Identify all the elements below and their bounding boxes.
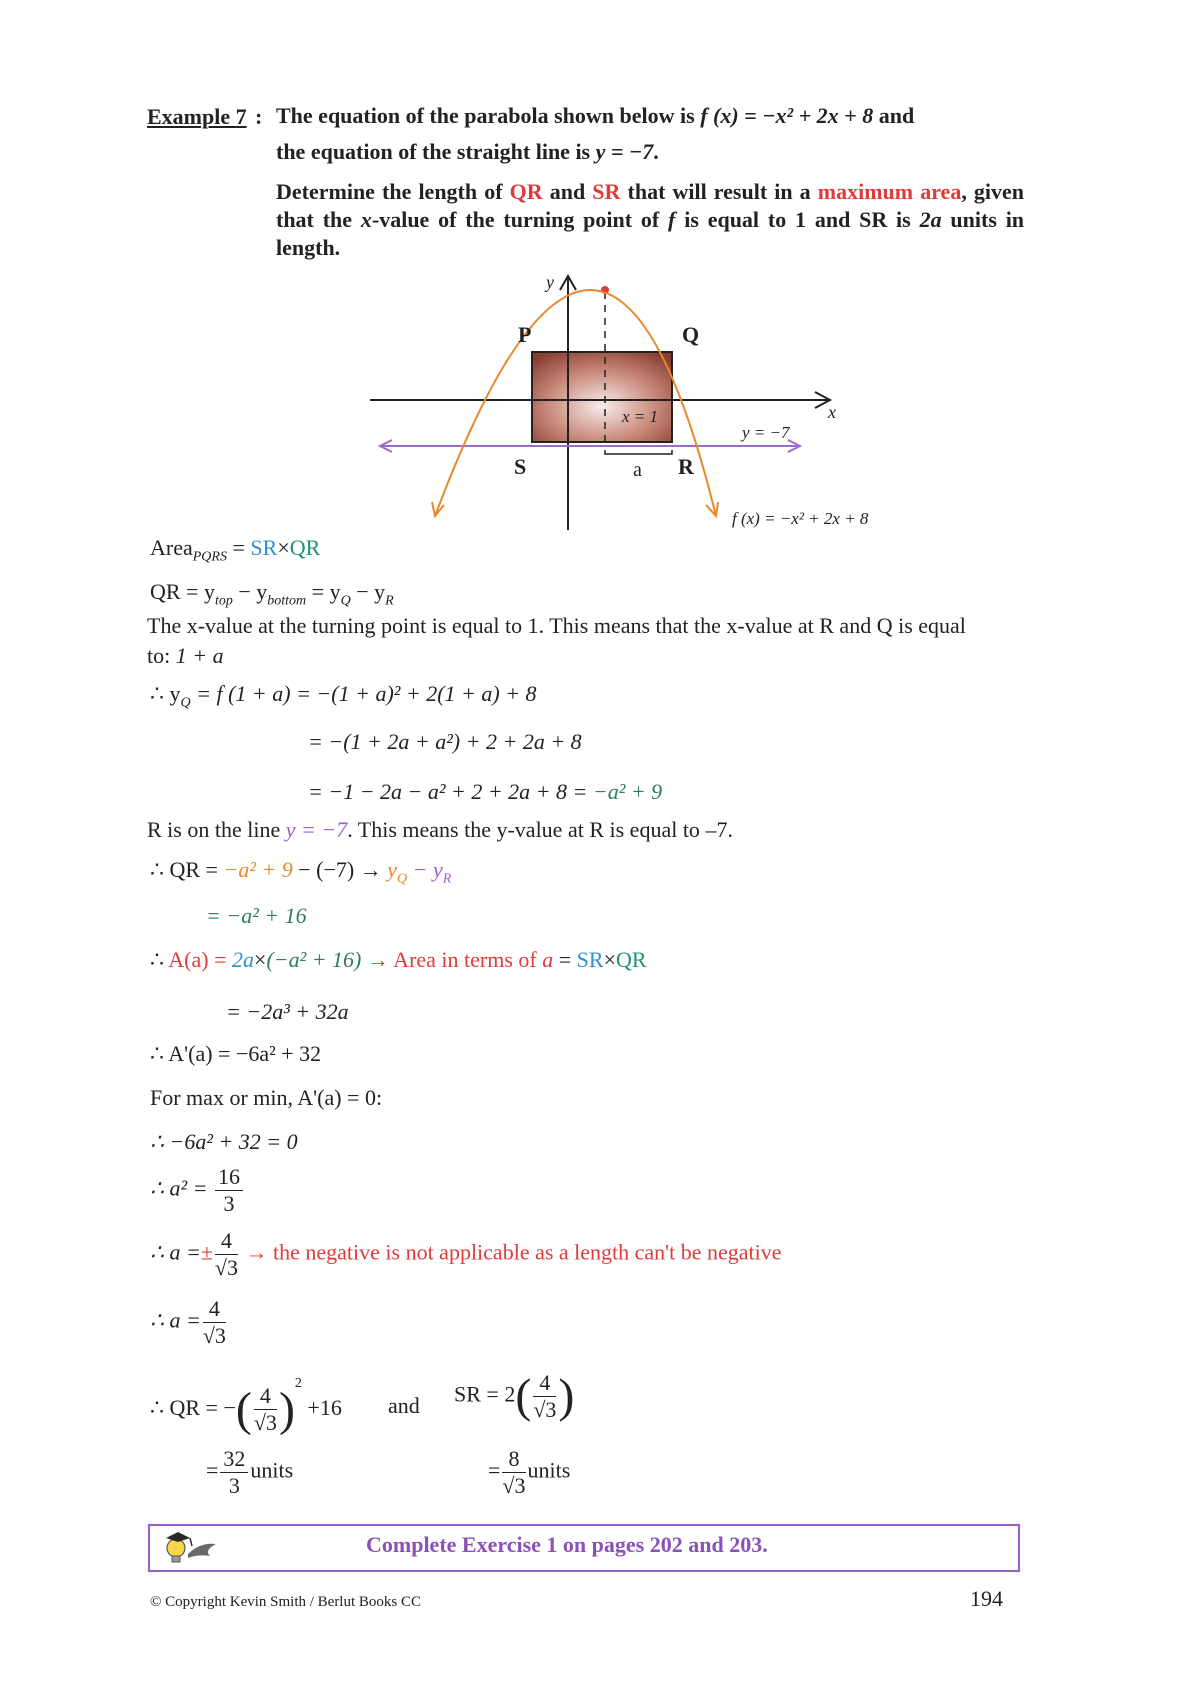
turning-point-text: The x-value at the turning point is equal to 1. This means that the x-value at R and Q is equal <box>147 613 966 638</box>
yq-line-2: = −(1 + 2a + a²) + 2 + 2a + 8 <box>308 729 582 754</box>
x-axis-label: x <box>828 402 836 422</box>
qr-result: = $\frac{32}{3}$ units <box>206 1446 294 1498</box>
label-q: Q <box>682 322 700 347</box>
area-formula: Area$_{PQRS}$ = SR×QR <box>150 535 321 565</box>
label-y-minus-7: y = −7 <box>742 423 790 442</box>
page-number: 194 <box>970 1586 1003 1611</box>
and-word: and <box>388 1393 420 1418</box>
qr-line-2: = −a² + 16 <box>206 903 307 928</box>
label-a: a <box>633 459 642 481</box>
exercise-instruction: Complete Exercise 1 on pages 202 and 203. <box>366 1532 768 1557</box>
label-s: S <box>514 454 527 479</box>
qr-final-line: ∴ QR = −( $\frac{4}{√3}$ )$^2$ +16 <box>150 1376 342 1436</box>
example-colon: : <box>255 104 263 129</box>
a-plus-minus-line: ∴ a =± $\frac{4}{√3}$ → the negative is not applicable as a length can't be negative <box>150 1228 782 1280</box>
sr-result: = $\frac{8}{√3}$ units <box>488 1446 571 1498</box>
r-on-line-text: R is on the line y = −7. This means the y-value at R is equal to –7. <box>147 817 733 842</box>
sr-final-line: SR = 2( $\frac{4}{√3}$ ) <box>454 1369 575 1423</box>
label-r: R <box>678 454 694 479</box>
qr-line-1: ∴ QR = $-a^2 + 9 - (-7) \to y_Q - y_R$ <box>150 857 452 887</box>
y-axis-label: y <box>546 272 554 292</box>
derivative-zero-line: ∴ −6a² + 32 = 0 <box>150 1129 298 1154</box>
yq-line-1: ∴ $y_Q = f$ (1 + a) = −(1 + a)² + 2(1 + a) + 8 <box>150 681 537 711</box>
area-expanded: = −2a³ + 32a <box>226 999 349 1024</box>
a-squared-line: ∴ a² = $\frac{16}{3}$ <box>150 1164 245 1217</box>
max-min-line: For max or min, A'(a) = 0: <box>150 1085 383 1110</box>
qr-final-fraction: $\frac{4}{√3}$ <box>253 1383 277 1436</box>
parabola-diagram <box>360 268 940 538</box>
problem-statement: Determine the length of QR and SR that will result in a maximum area, given that the x-value of the turning point of f is equal to 1 and SR is 2a units in length. <box>276 179 1025 260</box>
a-squared-fraction: $\frac{16}{3}$ <box>215 1164 243 1217</box>
length-a-bracket <box>605 450 672 454</box>
a-value-fraction: $\frac{4}{√3}$ <box>202 1296 226 1348</box>
example-label: Example 7 <box>147 104 247 129</box>
function-label: f (x) = −x² + 2x + 8 <box>732 509 869 528</box>
derivative-line: ∴ A'(a) = −6a² + 32 <box>150 1041 322 1066</box>
a-value-line: ∴ a = $\frac{4}{√3}$ <box>150 1296 226 1348</box>
yq-line-3: = −1 − 2a − a² + 2 + 2a + 8 = −a² + 9 <box>308 779 663 804</box>
sr-result-fraction: $\frac{8}{√3}$ <box>502 1446 526 1498</box>
qr-definition: QR = $y_{top} - y_{bottom} = y_Q - y_R$ <box>150 579 394 609</box>
problem-line-1: The equation of the parabola shown below is f (x) = −x² + 2x + 8 and <box>276 103 915 128</box>
graduate-bulb-icon <box>160 1528 218 1568</box>
qr-result-fraction: $\frac{32}{3}$ <box>220 1446 248 1499</box>
label-p: P <box>518 322 532 347</box>
copyright: © Copyright Kevin Smith / Berlut Books CC <box>150 1594 421 1610</box>
a-plus-minus-fraction: $\frac{4}{√3}$ <box>214 1228 238 1280</box>
turning-point-text-2: to: 1 + a <box>147 643 224 668</box>
label-x-equals-1: x = 1 <box>622 407 659 426</box>
sr-final-fraction: $\frac{4}{√3}$ <box>533 1370 557 1422</box>
rectangle-pqrs <box>532 352 672 442</box>
area-function-line: ∴ A(a) = 2a×(−a² + 16) → Area in terms of a = SR×QR <box>150 947 647 972</box>
problem-line-2: the equation of the straight line is y = −7. <box>276 139 659 164</box>
